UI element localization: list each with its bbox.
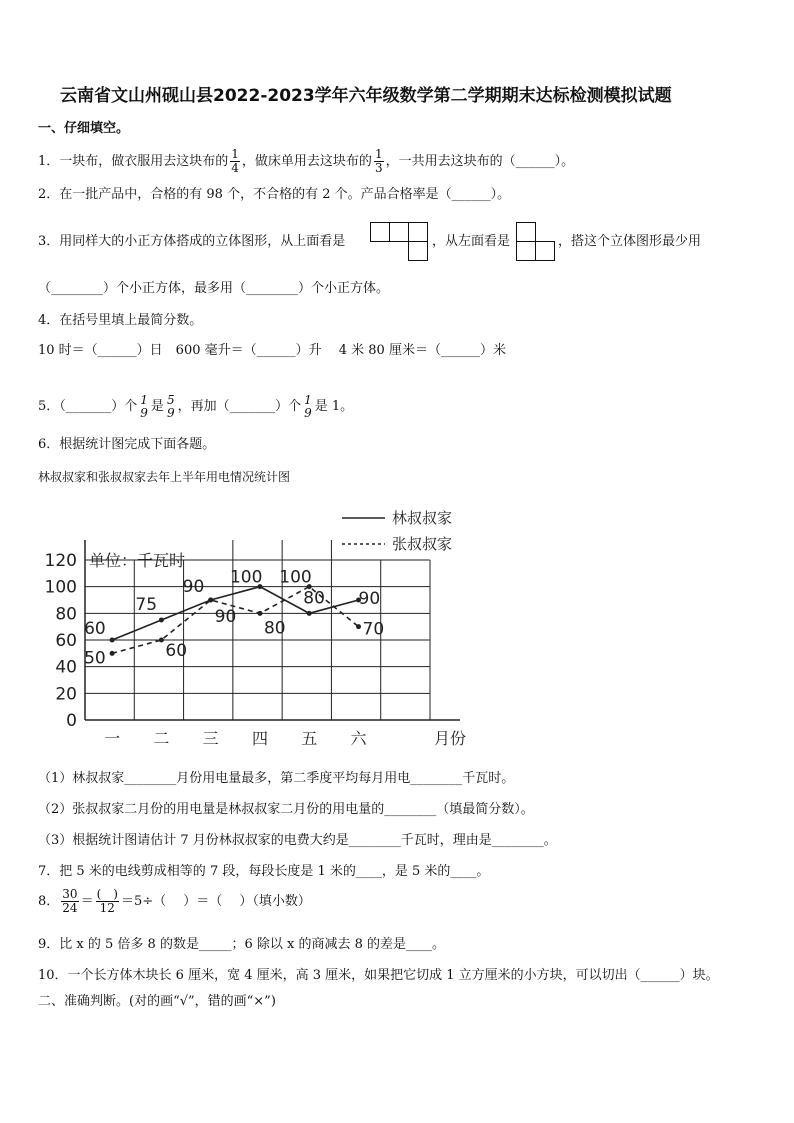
x-tick-label: 六 [350, 729, 367, 748]
section-1-heading: 一、仔细填空。 [38, 121, 130, 136]
fraction-30-24: $\frac{30}{24}$ [62, 887, 78, 915]
y-tick-label: 20 [55, 684, 77, 705]
q8-rest: ＝5÷（ ）＝（ ）（填小数） [120, 894, 311, 909]
q5-text-b: 是 [150, 399, 164, 414]
question-9: 9．比 x 的 5 倍多 8 的数是_____；6 除以 x 的商减去 8 的差是____。 [38, 937, 445, 952]
data-label-lin: 75 [135, 595, 158, 615]
y-tick-label: 100 [44, 577, 77, 598]
fraction-1-4: $\frac{1}{4}$ [231, 147, 239, 175]
data-point [110, 638, 115, 643]
x-tick-label: 四 [251, 729, 268, 748]
q8-number: 8． [38, 894, 60, 909]
y-tick-label: 40 [55, 657, 77, 678]
section-2-heading: 二、准确判断。(对的画“√”，错的画“×”) [38, 994, 276, 1009]
question-4-line: 10 时＝（______）日 600 毫升＝（______）升 4 米 80 厘米＝（______）米 [38, 343, 506, 358]
data-point [307, 611, 312, 616]
q1-text-a: 1．一块布，做衣服用去这块布的 [38, 154, 229, 169]
data-label-zhang: 100 [279, 567, 312, 588]
y-tick-label: 60 [55, 631, 77, 651]
chart-caption: 林叔叔家和张叔叔家去年上半年用电情况统计图 [38, 470, 291, 484]
data-label-zhang: 80 [263, 618, 286, 639]
fraction-1-3: $\frac{1}{3}$ [374, 147, 383, 175]
question-6-head: 6．根据统计图完成下面各题。 [38, 437, 216, 452]
data-label-lin: 90 [358, 589, 381, 609]
data-point [208, 598, 213, 603]
fraction-5-9: 5 9 [166, 393, 175, 420]
question-4-head: 4．在括号里填上最简分数。 [38, 313, 203, 328]
question-3-b: ，从左面看是 [432, 234, 511, 249]
data-point [159, 638, 164, 643]
y-tick-label: 80 [55, 604, 77, 625]
question-10: 10．一个长方体木块长 6 厘米，宽 4 厘米，高 3 厘米，如果把它切成 1 立方厘米的小方块，可以切出（______）块。 [38, 968, 719, 983]
fraction-blank-12: $\frac{( )}{12}$ [96, 887, 118, 915]
data-label-zhang: 60 [165, 641, 188, 661]
q5-text-a: 5．（_______）个 [38, 399, 138, 414]
page-title: 云南省文山州砚山县2022-2023学年六年级数学第二学期期末达标检测模拟试题 [60, 86, 672, 106]
legend-label-lin: 林叔叔家 [392, 509, 453, 527]
x-tick-label: 三 [202, 729, 219, 748]
data-label-zhang: 70 [362, 619, 385, 640]
question-8 [38, 888, 311, 915]
data-point [257, 611, 262, 616]
legend-label-zhang: 张叔叔家 [392, 535, 453, 553]
electricity-line-chart [30, 500, 510, 770]
data-label-zhang: 50 [84, 648, 106, 669]
data-point [356, 624, 361, 629]
x-tick-label: 五 [301, 729, 318, 748]
question-2: 2．在一批产品中，合格的有 98 个，不合格的有 2 个。产品合格率是（______）。 [38, 187, 511, 202]
fraction-1-9-b: 1 9 [304, 393, 312, 420]
question-3-c: ，搭这个立体图形最少用 [558, 234, 702, 249]
question-3-line2: （________）个小正方体，最多用（________）个小正方体。 [38, 281, 390, 296]
question-6-2: （2）张叔叔家二月份的用电量是林叔叔家二月份的用电量的________（填最简分数）。 [38, 802, 534, 817]
q1-text-c: ，一共用去这块布的（______）。 [385, 154, 575, 169]
question-6-1: （1）林叔叔家________月份用电量最多，第二季度平均每月用电________千瓦时。 [38, 771, 515, 786]
q1-text-b: ，做床单用去这块布的 [241, 154, 372, 169]
data-label-lin: 90 [182, 577, 205, 597]
top-view-figure [370, 222, 430, 260]
data-point [110, 651, 115, 656]
question-3-a: 3．用同样大的小正方体搭成的立体图形，从上面看是 [38, 234, 346, 249]
y-tick-label: 0 [66, 711, 77, 731]
data-label-zhang: 90 [214, 607, 237, 627]
left-view-figure [516, 222, 556, 260]
question-5 [38, 394, 353, 420]
data-point [159, 618, 164, 623]
x-tick-label: 一 [104, 729, 121, 748]
data-label-lin: 80 [303, 588, 325, 609]
question-1 [38, 148, 574, 175]
q5-text-c: ，再加（_______）个 [177, 399, 302, 414]
q8-equals: ＝ [80, 894, 94, 909]
question-7: 7．把 5 米的电线剪成相等的 7 段，每段长度是 1 米的____，是 5 米的____。 [38, 864, 490, 879]
question-6-3: （3）根据统计图请估计 7 月份林叔叔家的电费大约是________千瓦时，理由是________。 [38, 833, 557, 848]
y-tick-label: 120 [44, 551, 77, 571]
x-axis-suffix: 月份 [433, 729, 467, 748]
fraction-1-9-a: 1 9 [140, 393, 148, 420]
q5-text-d: 是 1。 [314, 399, 354, 414]
data-label-lin: 60 [84, 619, 106, 639]
x-tick-label: 二 [153, 729, 170, 748]
data-label-lin: 100 [229, 567, 263, 588]
unit-label: 单位：千瓦时 [89, 551, 186, 570]
